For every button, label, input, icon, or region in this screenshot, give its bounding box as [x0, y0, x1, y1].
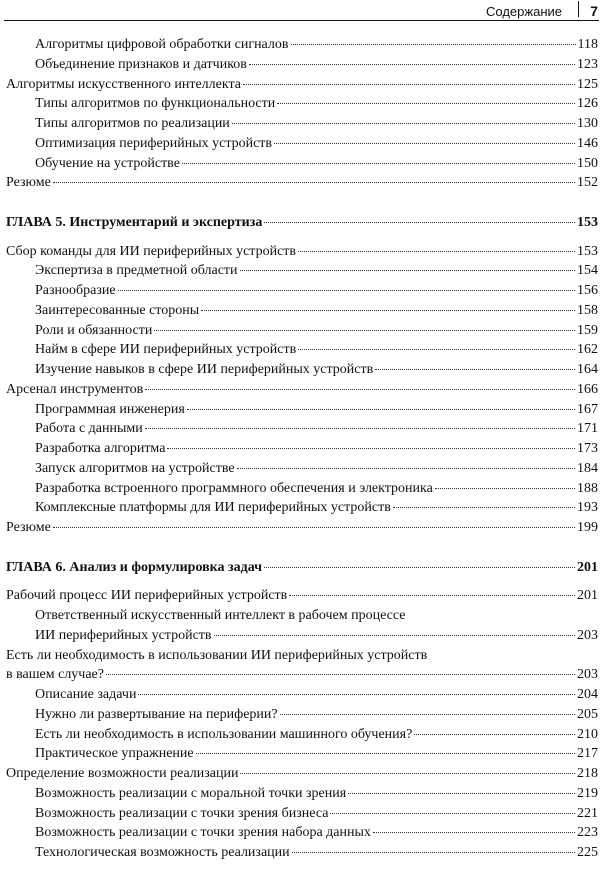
toc-entry-title: Заинтересованные стороны: [35, 302, 200, 318]
toc-page-number: 217: [577, 746, 598, 762]
toc-page-number: 173: [577, 441, 598, 456]
toc-entry[interactable]: [35, 705, 598, 725]
toc-entry[interactable]: [6, 242, 598, 262]
toc-entry[interactable]: [6, 586, 598, 606]
toc-entry[interactable]: [35, 340, 598, 360]
running-head: [0, 0, 608, 22]
spacer: [0, 193, 608, 213]
toc-entry[interactable]: [35, 154, 598, 174]
toc-entry-title: Комплексные платформы для ИИ периферийных устройств: [35, 500, 391, 516]
toc-entry-line1[interactable]: [6, 646, 598, 666]
toc-entry[interactable]: [35, 35, 598, 55]
toc-page-number: 166: [577, 381, 598, 397]
dot-leader: [264, 221, 575, 223]
header-rule: [4, 20, 599, 21]
toc-chapter-title: ГЛАВА 5. Инструментарий и экспертиза: [6, 214, 263, 230]
dot-leader: [298, 348, 575, 350]
toc-entry-title: Резюме: [6, 520, 51, 535]
toc-page-number: 201: [577, 588, 598, 604]
toc-page-number: 153: [577, 243, 598, 259]
dot-leader: [393, 506, 575, 508]
dot-leader: [375, 368, 575, 370]
toc-page-number: 164: [577, 362, 598, 377]
spacer: [0, 577, 608, 586]
dot-leader: [280, 713, 575, 715]
toc-entry[interactable]: [35, 784, 598, 804]
toc-page-number: 158: [577, 302, 598, 318]
toc-page-number: 225: [577, 845, 598, 860]
toc-entry-title: Разработка алгоритма: [35, 441, 166, 456]
toc-page-number: 210: [577, 726, 598, 742]
toc-entry-title: Есть ли необходимость в использовании машинного обучения?: [35, 726, 413, 742]
dot-leader: [237, 467, 575, 469]
toc-entry-title: Описание задачи: [35, 687, 137, 702]
toc-entry[interactable]: [35, 114, 598, 134]
dot-leader: [138, 693, 575, 695]
running-head-separator: [578, 1, 579, 17]
spacer: [0, 538, 608, 558]
toc-entry[interactable]: [35, 744, 598, 764]
dot-leader: [106, 673, 575, 675]
toc-entry-title: Рабочий процесс ИИ периферийных устройств: [6, 588, 288, 604]
toc-entry-title: Экспертиза в предметной области: [35, 263, 238, 279]
toc-entry[interactable]: [35, 419, 598, 439]
toc-entry-title: Найм в сфере ИИ периферийных устройств: [35, 342, 297, 358]
toc-entry-title: Оптимизация периферийных устройств: [35, 135, 273, 151]
toc-entry[interactable]: [35, 400, 598, 420]
toc-page-number: 219: [577, 785, 598, 801]
table-of-contents: [0, 35, 608, 863]
dot-leader: [243, 83, 575, 85]
dot-leader: [289, 594, 575, 596]
dot-leader: [240, 269, 575, 271]
dot-leader: [348, 792, 575, 794]
toc-entry-title: Арсенал инструментов: [6, 381, 144, 397]
dot-leader: [373, 831, 575, 833]
toc-block-chapter5: [0, 242, 608, 538]
toc-block-chapter6: [0, 586, 608, 863]
toc-entry-title: ИИ периферийных устройств: [35, 627, 212, 643]
toc-entry[interactable]: [35, 498, 598, 518]
dot-leader: [277, 102, 575, 104]
toc-entry[interactable]: [35, 94, 598, 114]
toc-entry-title: Роли и обязанности: [35, 322, 153, 338]
toc-entry-title: Нужно ли развертывание на периферии?: [35, 706, 278, 722]
toc-page-number: 201: [577, 559, 598, 575]
toc-entry-line2[interactable]: [35, 626, 598, 646]
toc-entry[interactable]: [35, 301, 598, 321]
toc-page-number: 203: [577, 627, 598, 643]
toc-page-number: 153: [577, 214, 598, 230]
toc-entry[interactable]: [35, 459, 598, 479]
toc-entry[interactable]: [35, 134, 598, 154]
dot-leader: [292, 851, 575, 853]
toc-entry-title: Определение возможности реализации: [6, 766, 239, 781]
dot-leader: [145, 388, 575, 390]
toc-entry[interactable]: [6, 173, 598, 193]
toc-entry[interactable]: [35, 439, 598, 459]
toc-entry-line1[interactable]: [35, 606, 598, 626]
dot-leader: [249, 63, 575, 65]
toc-entry-title: Возможность реализации с точки зрения набора данных: [35, 825, 371, 841]
dot-leader: [201, 309, 575, 311]
toc-page-number: 188: [577, 480, 598, 496]
dot-leader: [330, 812, 575, 814]
toc-page-number: 125: [577, 76, 598, 92]
toc-page-number: 205: [577, 706, 598, 722]
toc-entry-title: Возможность реализации с точки зрения бизнеса: [35, 805, 329, 821]
dot-leader: [414, 733, 575, 735]
dot-leader: [298, 250, 575, 252]
dot-leader: [274, 142, 575, 144]
toc-page-number: 221: [577, 805, 598, 821]
toc-entry[interactable]: [35, 321, 598, 341]
toc-subentries: [0, 784, 608, 863]
toc-entry-title: Программная инженерия: [35, 401, 185, 417]
toc-page-number: 218: [577, 766, 598, 781]
dot-leader: [196, 752, 575, 754]
toc-page-number: 152: [577, 175, 598, 191]
toc-entry-title: Объединение признаков и датчиков: [35, 56, 247, 72]
dot-leader: [291, 43, 576, 45]
dot-leader: [154, 329, 575, 331]
toc-entry-title: Обучение на устройстве: [35, 155, 180, 171]
toc-page-number: 204: [577, 687, 598, 702]
toc-entry[interactable]: [6, 380, 598, 400]
toc-entry[interactable]: [35, 281, 598, 301]
toc-entry[interactable]: [35, 804, 598, 824]
toc-page-number: 167: [577, 401, 598, 417]
toc-page-number: 203: [577, 667, 598, 683]
toc-entry-title: Резюме: [6, 175, 51, 191]
toc-subentries: [0, 685, 608, 764]
toc-entry-title: Ответственный искусственный интеллект в рабочем процессе: [35, 608, 406, 623]
toc-page-number: 126: [577, 96, 598, 112]
dot-leader: [182, 162, 575, 164]
page-number: 7: [590, 3, 598, 19]
toc-entry[interactable]: [35, 261, 598, 281]
toc-entry[interactable]: [35, 725, 598, 745]
toc-page-number: 118: [577, 37, 598, 52]
toc-entry[interactable]: [6, 518, 598, 538]
toc-page-number: 199: [577, 520, 598, 535]
spacer: [0, 233, 608, 242]
toc-entry-title: Сбор команды для ИИ периферийных устройств: [6, 243, 297, 259]
toc-entry-title: Алгоритмы искусственного интеллекта: [6, 76, 241, 92]
dot-leader: [232, 122, 575, 124]
toc-page-number: 130: [577, 116, 598, 131]
toc-entry[interactable]: [35, 843, 598, 863]
dot-leader: [240, 772, 575, 774]
toc-page-number: 123: [577, 56, 598, 72]
toc-block-chapter4-tail: [0, 35, 608, 193]
dot-leader: [53, 526, 575, 528]
toc-entry-title: Изучение навыков в сфере ИИ периферийных устройств: [35, 362, 374, 377]
toc-page-number: 171: [577, 421, 598, 437]
toc-entry[interactable]: [35, 360, 598, 380]
running-head-title: Содержание: [486, 4, 562, 19]
dot-leader: [264, 566, 575, 568]
toc-entry-title: Разработка встроенного программного обеспечения и электроника: [35, 480, 433, 496]
toc-page-number: 159: [577, 322, 598, 338]
toc-entry-line2[interactable]: [6, 665, 598, 685]
toc-entry-title: Возможность реализации с моральной точки зрения: [35, 785, 347, 801]
toc-page-number: 223: [577, 825, 598, 841]
toc-entry[interactable]: [35, 685, 598, 705]
toc-entry-title: Есть ли необходимость в использовании ИИ периферийных устройств: [6, 647, 428, 663]
toc-entry-title: Алгоритмы цифровой обработки сигналов: [35, 37, 289, 52]
toc-entry[interactable]: [6, 764, 598, 784]
toc-page-number: 193: [577, 500, 598, 516]
toc-entry-title: Разнообразие: [35, 283, 116, 298]
toc-entry-title: Типы алгоритмов по функциональности: [35, 96, 276, 112]
toc-chapter-title: ГЛАВА 6. Анализ и формулировка задач: [6, 559, 263, 575]
toc-chapter-6[interactable]: [6, 558, 598, 578]
toc-page-number: 156: [577, 283, 598, 298]
dot-leader: [214, 634, 575, 636]
toc-page-number: 150: [577, 155, 598, 171]
toc-entry-title: Практическое упражнение: [35, 746, 194, 762]
toc-page-number: 154: [577, 263, 598, 279]
dot-leader: [53, 181, 575, 183]
toc-entry-title: в вашем случае?: [6, 667, 104, 683]
toc-entry-title: Запуск алгоритмов на устройстве: [35, 460, 235, 476]
toc-entry[interactable]: [35, 823, 598, 843]
toc-entry-title: Технологическая возможность реализации: [35, 845, 290, 860]
dot-leader: [145, 427, 575, 429]
toc-entry[interactable]: [35, 479, 598, 499]
dot-leader: [118, 289, 575, 291]
toc-entry-title: Работа с данными: [35, 421, 143, 437]
toc-entry-title: Типы алгоритмов по реализации: [35, 116, 230, 131]
toc-entry[interactable]: [6, 75, 598, 95]
dot-leader: [435, 487, 575, 489]
toc-page-number: 146: [577, 135, 598, 151]
toc-page-number: 162: [577, 342, 598, 358]
toc-page-number: 184: [577, 460, 598, 476]
dot-leader: [187, 408, 575, 410]
toc-chapter-5[interactable]: [6, 213, 598, 233]
toc-entry[interactable]: [35, 55, 598, 75]
dot-leader: [167, 447, 575, 449]
